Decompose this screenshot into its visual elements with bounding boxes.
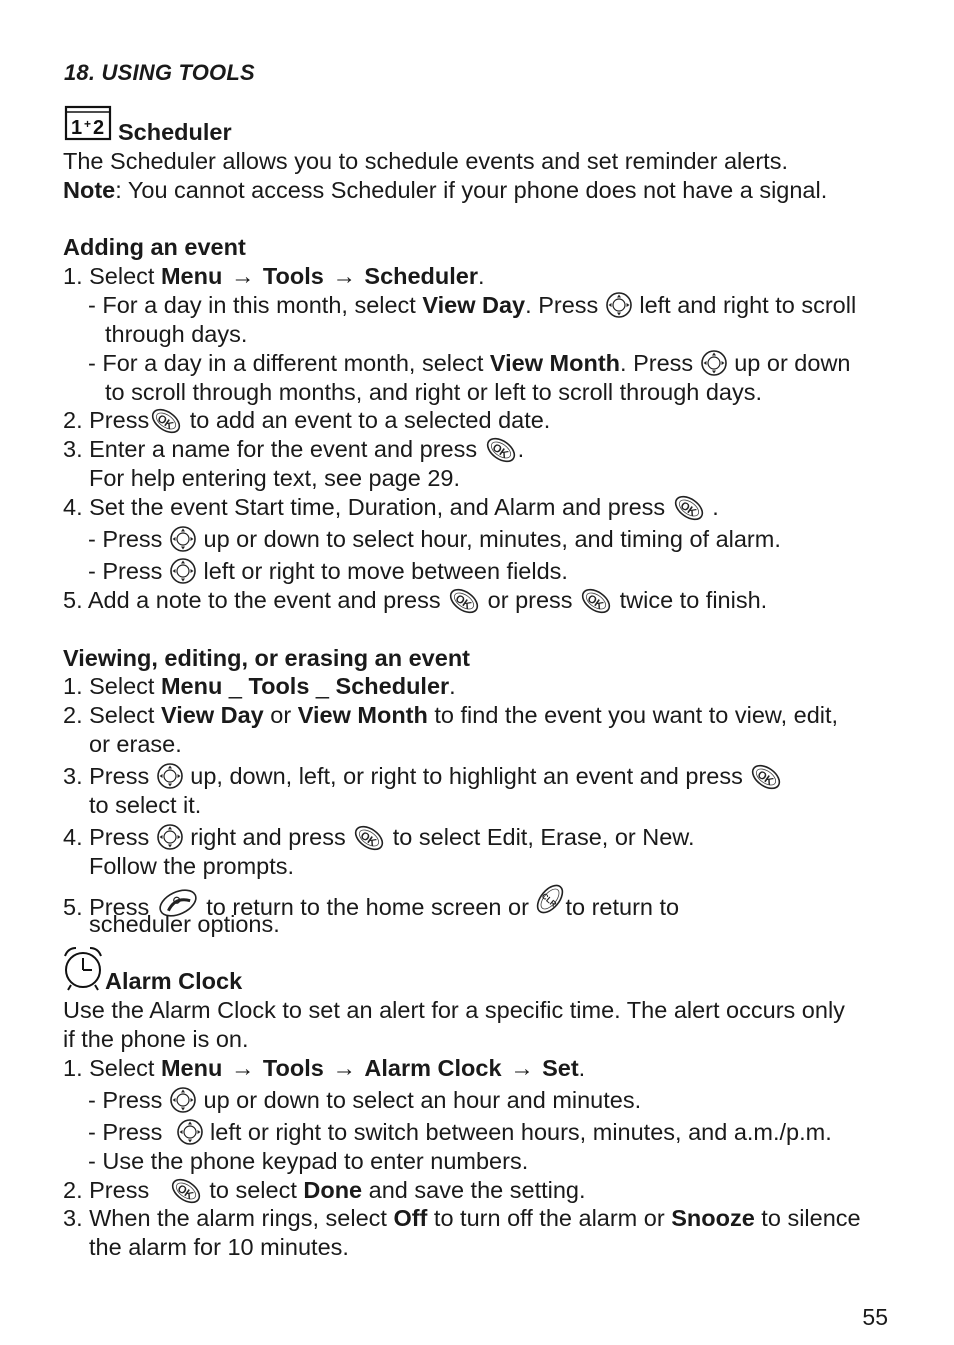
viewing-step-3: 3. Press up, down, left, or right to highlight an event and press [63, 762, 783, 791]
navigation-key-icon [169, 525, 197, 553]
viewing-step-2: 2. Select View Day or View Month to find the event you want to view, edit, [63, 702, 839, 728]
alarm-step-1-updown: - Press up or down to select an hour and minutes. [88, 1087, 642, 1113]
scheduler-intro: The Scheduler allows you to schedule events and set reminder alerts. [63, 148, 788, 174]
ok-key-icon [352, 825, 386, 851]
navigation-key-icon [156, 762, 184, 790]
adding-step-2: 2. Press to add an event to a selected date. [63, 406, 550, 435]
ok-key-icon [484, 437, 518, 463]
adding-view-day: - For a day in this month, select View Day. Press left and right to scroll [88, 292, 857, 318]
arrow-right-icon: → [332, 1055, 356, 1081]
viewing-step-4-cont: Follow the prompts. [89, 853, 295, 879]
arrow-right-icon: → [332, 263, 356, 289]
adding-event-heading: Adding an event [63, 234, 246, 260]
alarm-clock-title: Alarm Clock [105, 968, 243, 994]
adding-step-4-leftright: - Press left or right to move between fields. [88, 558, 568, 584]
clear-key-icon [535, 881, 565, 917]
ok-key-icon [749, 764, 783, 790]
ok-key-icon [579, 588, 613, 614]
section-title: 18. USING TOOLS [64, 60, 255, 85]
alarm-step-3-cont: the alarm for 10 minutes. [89, 1234, 349, 1260]
alarm-step-3: 3. When the alarm rings, select Off to turn off the alarm or Snooze to silence [63, 1205, 861, 1231]
alarm-step-1-leftright: - Press left or right to switch between hours, minutes, and a.m./p.m. [88, 1119, 832, 1145]
adding-view-month-cont: to scroll through months, and right or left to scroll through days. [105, 379, 763, 405]
page-number: 55 [862, 1304, 888, 1330]
ok-key-icon [149, 408, 183, 434]
ok-key-icon [672, 495, 706, 521]
navigation-key-icon [169, 1086, 197, 1114]
navigation-key-icon [176, 1118, 204, 1146]
alarm-intro-1: Use the Alarm Clock to set an alert for a specific time. The alert occurs only [63, 997, 845, 1023]
alarm-step-1: 1. Select Menu → Tools → Alarm Clock → Set. [63, 1055, 586, 1081]
viewing-event-heading: Viewing, editing, or erasing an event [63, 645, 470, 671]
scheduler-note: Note: You cannot access Scheduler if your phone does not have a signal. [63, 177, 828, 203]
adding-view-day-cont: through days. [105, 321, 248, 347]
scheduler-title: Scheduler [118, 119, 232, 145]
alarm-clock-icon [62, 945, 104, 997]
svg-text:1: 1 [71, 117, 83, 139]
alarm-step-1-keypad: - Use the phone keypad to enter numbers. [88, 1148, 529, 1174]
arrow-right-icon: → [230, 263, 255, 289]
alarm-intro-2: if the phone is on. [63, 1026, 249, 1052]
viewing-step-2-cont: or erase. [89, 731, 182, 757]
calendar-1-2-icon [64, 103, 112, 147]
ok-key-icon [169, 1178, 203, 1204]
adding-step-3-help: For help entering text, see page 29. [89, 465, 461, 491]
navigation-key-icon [605, 291, 633, 319]
viewing-step-3-cont: to select it. [89, 792, 202, 818]
adding-step-3: 3. Enter a name for the event and press . [63, 435, 524, 464]
svg-text:2: 2 [93, 117, 105, 139]
navigation-key-icon [156, 823, 184, 851]
adding-step-4: 4. Set the event Start time, Duration, and Alarm and press . [63, 493, 719, 522]
adding-view-month: - For a day in a different month, select View Month. Press up or down [88, 350, 851, 376]
viewing-step-4: 4. Press right and press to select Edit, Erase, or New. [63, 823, 695, 852]
navigation-key-icon [169, 557, 197, 585]
arrow-right-icon: → [230, 1055, 255, 1081]
viewing-step-1: 1. Select Menu _ Tools _ Scheduler. [63, 673, 456, 699]
adding-step-1: 1. Select Menu → Tools → Scheduler. [63, 263, 485, 289]
ok-key-icon [447, 588, 481, 614]
navigation-key-icon [700, 349, 728, 377]
arrow-right-icon: → [510, 1055, 534, 1081]
svg-text:+: + [84, 117, 92, 131]
adding-step-4-updown: - Press up or down to select hour, minutes, and timing of alarm. [88, 526, 781, 552]
alarm-step-2: 2. Press to select Done and save the setting. [63, 1176, 586, 1205]
viewing-step-5-cont: scheduler options. [89, 911, 280, 937]
viewing-step-5: 5. Press to return to the home screen or to return to [63, 881, 679, 910]
adding-step-5: 5. Add a note to the event and press or press twice to finish. [63, 586, 767, 615]
